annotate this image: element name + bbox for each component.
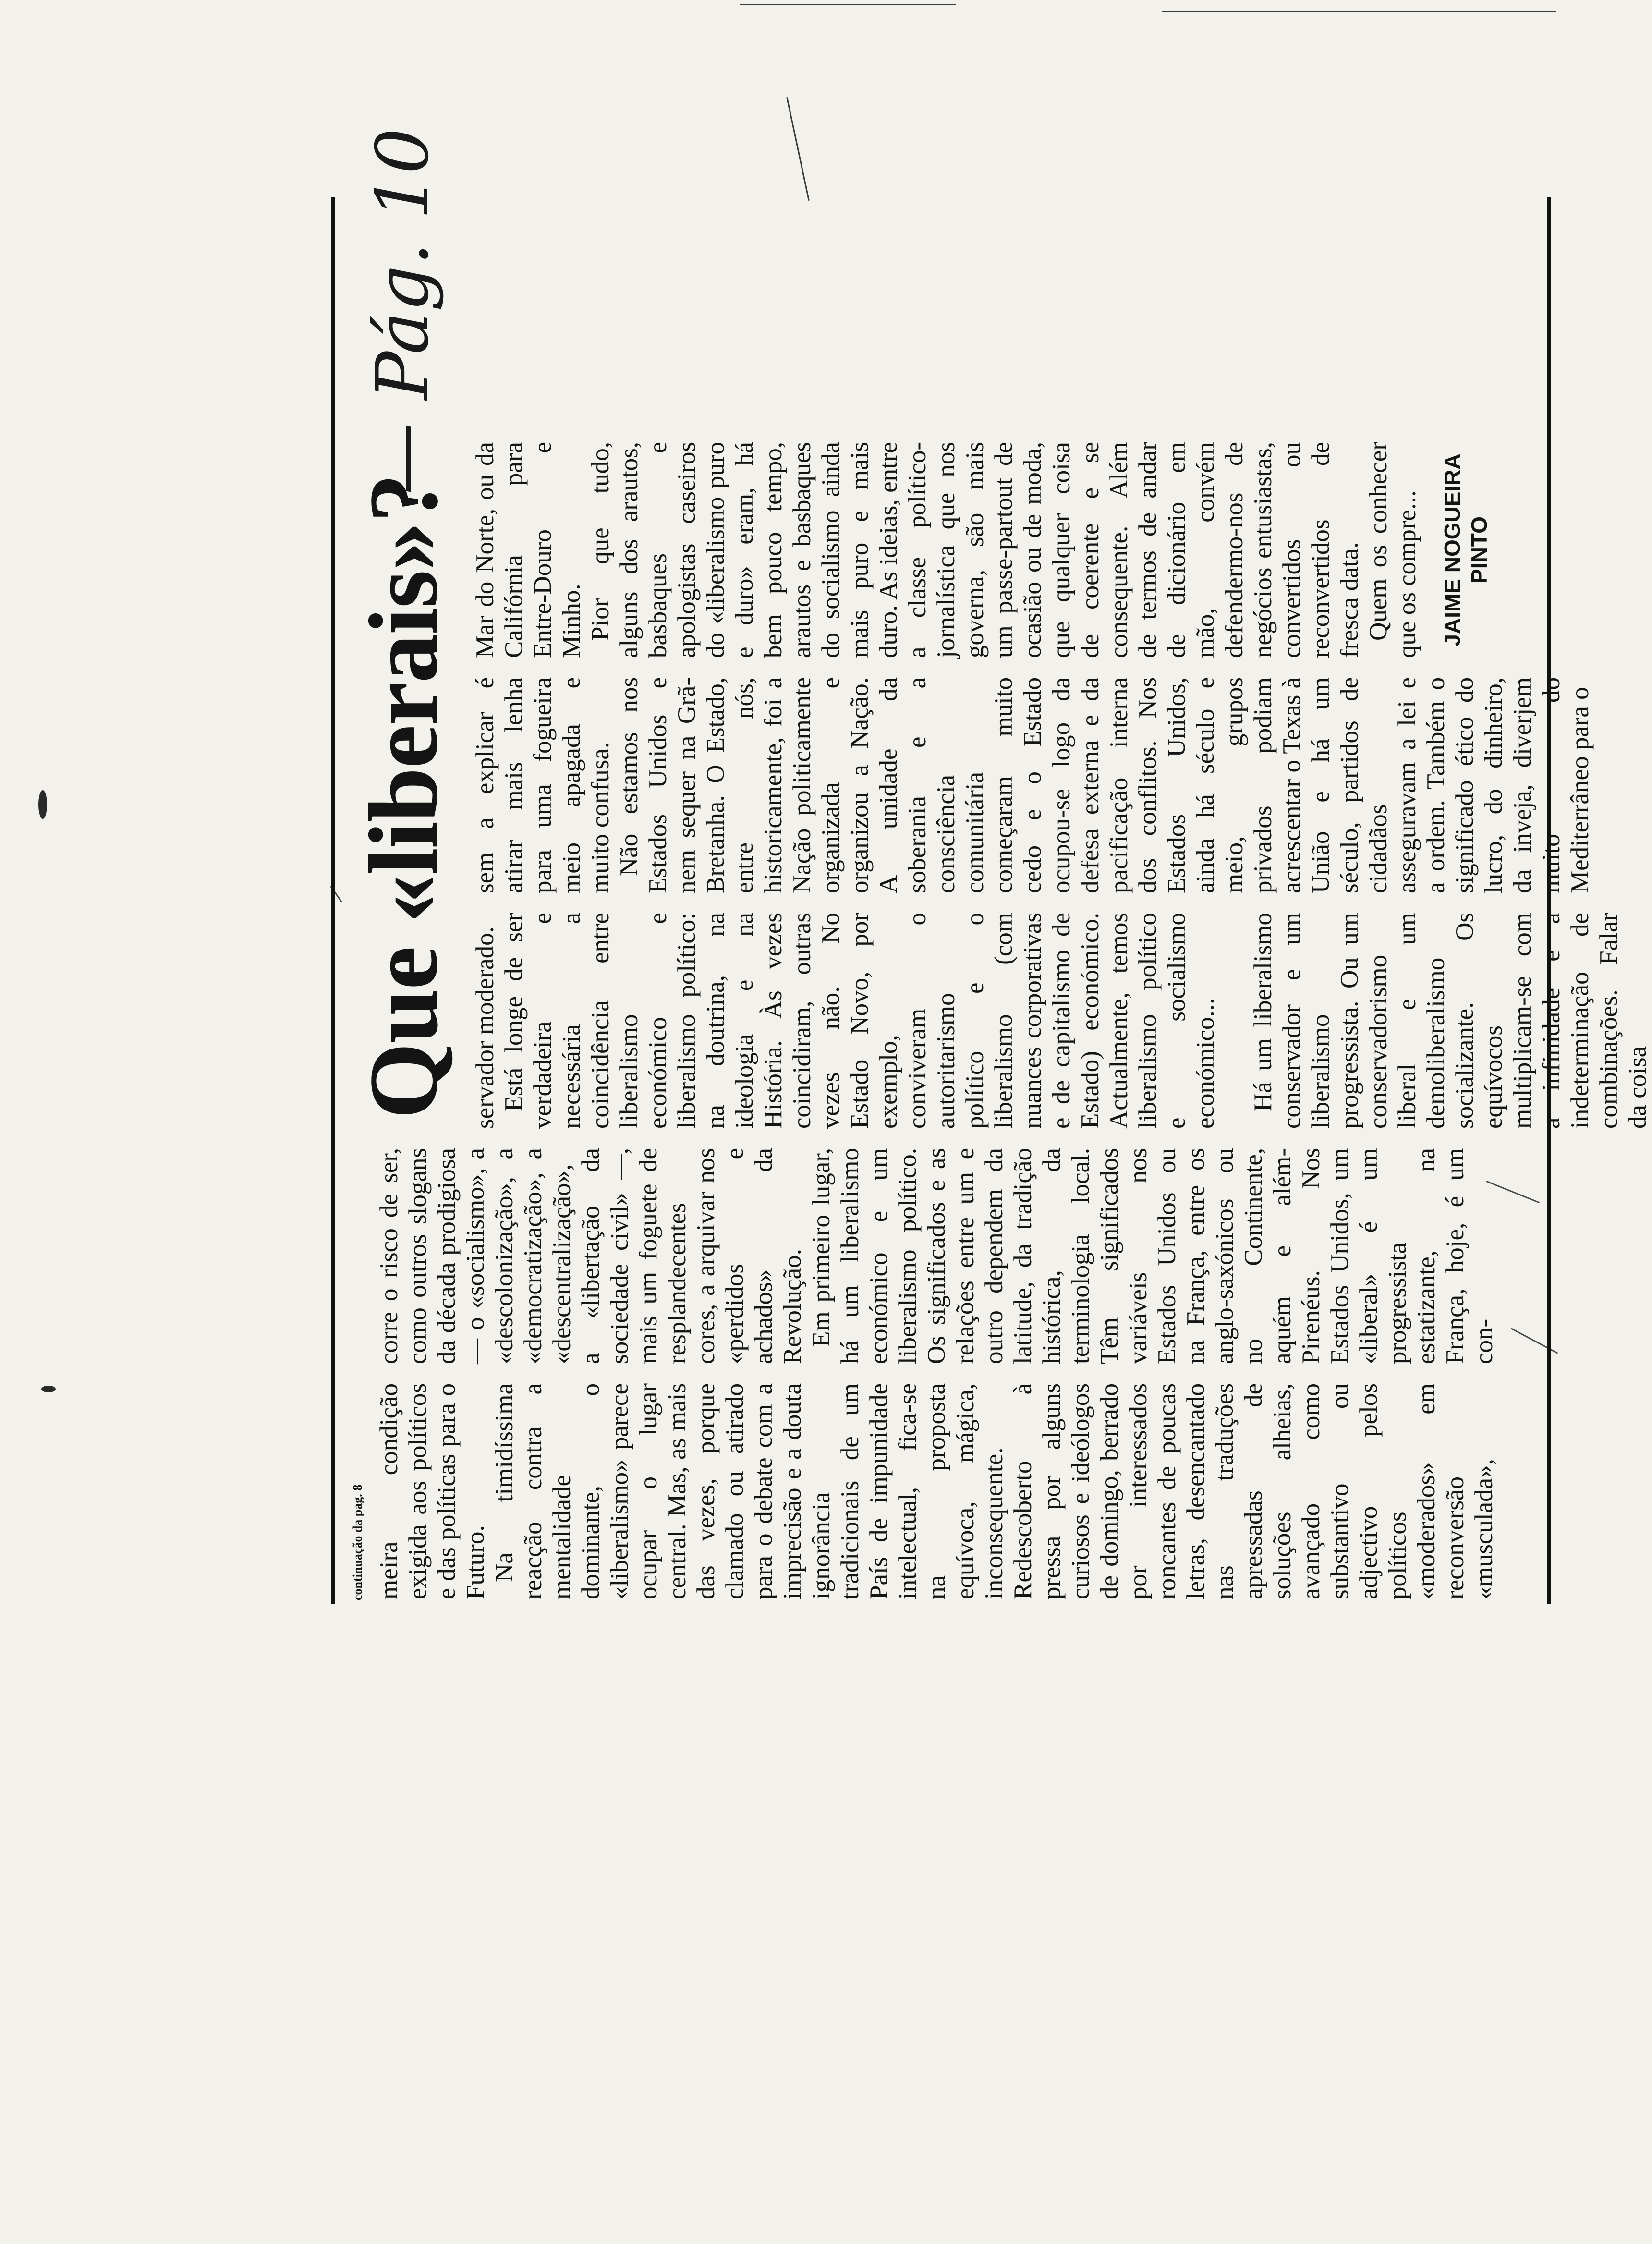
paragraph: Mar do Norte, ou da Califórnia para Entre-Douro e Minho. xyxy=(471,442,585,658)
scan-blot-left xyxy=(38,790,47,819)
paragraph: Na timidíssima reacção contra a mentalidade dominante, o «liberalismo» parece ocupar o lugar central. Mas, as mais das vezes, porque clamado ou atirado para o debate com a imprecisão e a douta ignorância tradicionais de um País de impunidade intelectual, fica-se na proposta equívoca, mágica, inconsequente. Redescoberto à pressa por alguns curiosos e ideólogos de domingo, berrado por interessados roncantes de poucas letras, desencantado nas traduções apressadas de soluções alheias, avançado como substantivo ou adjectivo pelos políticos «moderados» em reconversão «musculada», xyxy=(490,1383,1498,1599)
scan-line-top-left xyxy=(740,4,956,5)
paragraph: Está longe de ser verdadeira e necessária a coincidência entre liberalismo económico e liberalismo político: na doutrina, na ideologia e na História. Às vezes coincidiram, outras vezes não. No Estado Novo, por exemplo, conviveram o autoritarismo político e o liberalismo (com nuances corporativas e de capitalismo de Estado) económico. Actualmente, temos liberalismo político e socialismo económico... xyxy=(500,913,1219,1129)
paragraph: servador moderado. xyxy=(471,927,499,1129)
article-column-3 xyxy=(471,913,1652,1129)
paragraph: Pior que tudo, alguns dos arautos, basbaques e apologistas caseiros do «liberalismo puro e duro» eram, há bem pouco tempo, arautos e basbaques do socialismo ainda mais puro e mais duro. As ideias, entre a classe político-jornalística que nos governa, são mais um passe-partout de ocasião ou de moda, que qualquer coisa de coerente e se consequente. Além de termos de andar de dicionário em mão, convém defendermo-nos de negócios entusiastas, convertidos ou reconvertidos de fresca data. xyxy=(586,442,1363,658)
article-column-4 xyxy=(471,677,1594,893)
paragraph: corre o risco de ser, como outros slogans da década prodigiosa — o «socialismo», a «descolonização», a «democratização», a «descentralização», a «libertação da sociedade civil» —, mais um foguete de resplandecentes cores, a arquivar nos «perdidos e achados» da Revolução. xyxy=(375,1148,806,1364)
article-column-2 xyxy=(375,1148,1498,1364)
paragraph-gap xyxy=(1220,913,1249,1129)
article-column-1 xyxy=(375,1383,1498,1599)
article-column-5 xyxy=(471,442,1493,658)
paragraph: Em primeiro lugar, há um liberalismo económico e um liberalismo político. Os significados e as relações entre um e outro dependem da latitude, da tradição histórica, da terminologia local. Têm significados variáveis nos Estados Unidos ou na França, entre os anglo-saxónicos ou no Continente, aquém e além-Pirenéus. Nos Estados Unidos, um «liberal» é um progressista estatizante, na França, hoje, é um con- xyxy=(807,1148,1498,1364)
paragraph: meira condição exigida aos políticos e das políticas para o Futuro. xyxy=(375,1383,489,1599)
continuation-note: continuação da pag. 8 xyxy=(351,1484,364,1600)
author-name: JAIME NOGUEIRA xyxy=(1440,453,1465,646)
paragraph: Não estamos nos Estados Unidos e nem sequer na Grã-Bretanha. O Estado, entre nós, historicamente, foi a Nação politicamente organizada e organizou a Nação. A unidade da soberania e a consciência comunitária começaram muito cedo e o Estado ocupou-se logo da defesa externa e da pacificação interna dos conflitos. Nos Estados Unidos, ainda há século e meio, grupos privados podiam acrescentar o Texas à União e há um século, partidos de cidadãos asseguravam a lei e a ordem. Também o significado ético do lucro, do dinheiro, da inveja, diverjem muito do Mediterrâneo para o xyxy=(615,677,1594,893)
paragraph: Quem os conhecer que os compre... xyxy=(1364,442,1421,658)
scan-line-top-right xyxy=(1162,11,1556,12)
author-byline xyxy=(1439,442,1493,658)
clipping-frame-bottom xyxy=(1547,197,1551,1604)
scan-blot-left-lower xyxy=(41,1386,56,1392)
clipping-frame-top xyxy=(331,197,335,1604)
article-headline: Que «liberais»? xyxy=(349,474,458,1119)
paragraph: sem a explicar é atirar mais lenha para uma fogueira meio apagada e muito confusa. xyxy=(471,677,614,893)
handwritten-note-text: — Pág. 10 xyxy=(361,128,445,495)
newspaper-clipping xyxy=(331,128,1652,1604)
handwritten-page-note xyxy=(355,128,451,500)
author-surname: PINTO xyxy=(1467,516,1492,584)
scan-line-edge-mark xyxy=(786,97,810,201)
paragraph: Há um liberalismo conservador e um liberalismo progressista. Ou um conservadorismo liberal e um demoliberalismo socializante. Os equívocos multiplicam-se com a infinidade e a indeterminação de combinações. Falar da coisa xyxy=(1249,913,1652,1129)
